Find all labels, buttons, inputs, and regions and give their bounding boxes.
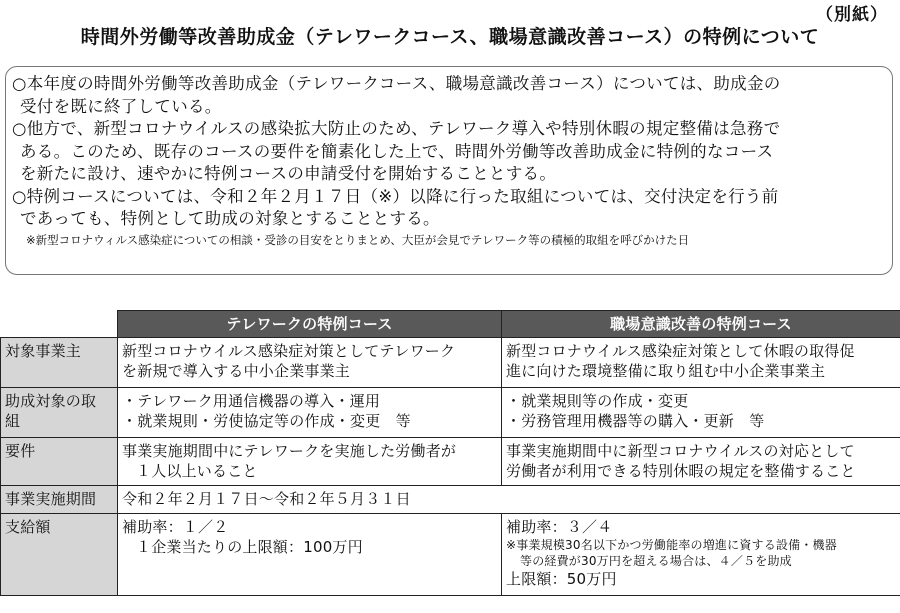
cell-line: 事業実施期間中に新型コロナウイルスの対応として (506, 442, 855, 460)
course-comparison-table (0, 310, 900, 596)
summary-line: ○本年度の時間外労働等改善助成金（テレワークコース、職場意識改善コース）については、助成金の (12, 74, 781, 93)
cell-line: 新型コロナウイルス感染症対策としてテレワーク (122, 342, 456, 360)
row-label-requirement: 要件 (1, 438, 118, 486)
summary-box (5, 66, 893, 275)
summary-line: であっても、特例として助成の対象とすることとする。 (20, 209, 440, 228)
cell-telework-requirement (118, 438, 502, 486)
cell-line: ・テレワーク用通信機器の導入・運用 (122, 392, 381, 410)
cell-telework-amount (118, 514, 502, 596)
cell-line: 労働者が利用できる特別休暇の規定を整備すること (506, 462, 856, 480)
cell-note-line: 等の経費が30万円を超える場合は、４／５を助成 (520, 554, 792, 568)
summary-line: ある。このため、既存のコースの要件を簡素化した上で、時間外労働等改善助成金に特例的なコース (20, 141, 774, 161)
cell-line: 事業実施期間中にテレワークを実施した労働者が (122, 442, 457, 460)
row-label-amount: 支給額 (1, 514, 118, 596)
annex-label: （別紙） (816, 5, 888, 25)
table-row-period (1, 486, 900, 514)
cell-workplace-requirement (502, 438, 900, 486)
cell-telework-target (118, 338, 502, 388)
table-row-target (1, 338, 900, 388)
header-telework-course: テレワークの特例コース (118, 311, 502, 338)
document-title: 時間外労働等改善助成金（テレワークコース、職場意識改善コース）の特例について (80, 26, 820, 48)
cell-workplace-target (502, 338, 900, 388)
cell-line: 組 (5, 412, 21, 430)
cell-note-line: ※事業規模30名以下かつ労働能率の増進に資する設備・機器 (506, 538, 837, 552)
table-header-row (1, 311, 900, 338)
cell-line: １企業当たりの上限額：100万円 (136, 538, 363, 556)
cell-line: 助成対象の取 (5, 392, 97, 410)
header-workplace-course: 職場意識改善の特例コース (502, 311, 900, 338)
summary-line: を新たに設け、速やかに特例コースの申請受付を開始することとする。 (20, 164, 557, 183)
table-corner-cell (1, 311, 118, 338)
cell-line: ・就業規則・労使協定等の作成・変更 等 (122, 412, 411, 430)
cell-line: １人以上いること (136, 462, 258, 480)
cell-workplace-amount (502, 514, 900, 596)
cell-line: 進に向けた環境整備に取り組む中小企業事業主 (506, 362, 826, 380)
cell-line: ・労務管理用機器等の購入・更新 等 (506, 412, 765, 430)
cell-line: 補助率：３／４ (506, 518, 613, 536)
cell-line: を新規で導入する中小企業事業主 (122, 362, 351, 380)
summary-note: ※新型コロナウィルス感染症についての相談・受診の目安をとりまとめ、大臣が会見でテレワーク等の積極的取組を呼びかけた日 (26, 232, 690, 247)
summary-line: ○他方で、新型コロナウイルスの感染拡大防止のため、テレワーク導入や特別休暇の規定整備は急務で (12, 119, 781, 138)
summary-line: ○特例コースについては、令和２年２月１７日（※）以降に行った取組については、交付決定を行う前 (12, 186, 779, 206)
row-label-target: 対象事業主 (1, 338, 118, 388)
cell-workplace-subsidized (502, 388, 900, 438)
summary-line: 受付を既に終了している。 (20, 96, 222, 116)
table-row-subsidized-activities (1, 388, 900, 438)
cell-period-value: 令和２年２月１７日～令和２年５月３１日 (118, 486, 900, 514)
table-row-requirement (1, 438, 900, 486)
row-label-subsidized-activities (1, 388, 118, 438)
cell-line: 補助率：１／２ (122, 518, 229, 536)
cell-line: ・就業規則等の作成・変更 (506, 392, 689, 410)
table-row-amount (1, 514, 900, 596)
cell-line: 上限額：50万円 (506, 570, 617, 588)
row-label-period: 事業実施期間 (1, 486, 118, 514)
cell-line: 新型コロナウイルス感染症対策として休暇の取得促 (506, 342, 855, 360)
cell-telework-subsidized (118, 388, 502, 438)
